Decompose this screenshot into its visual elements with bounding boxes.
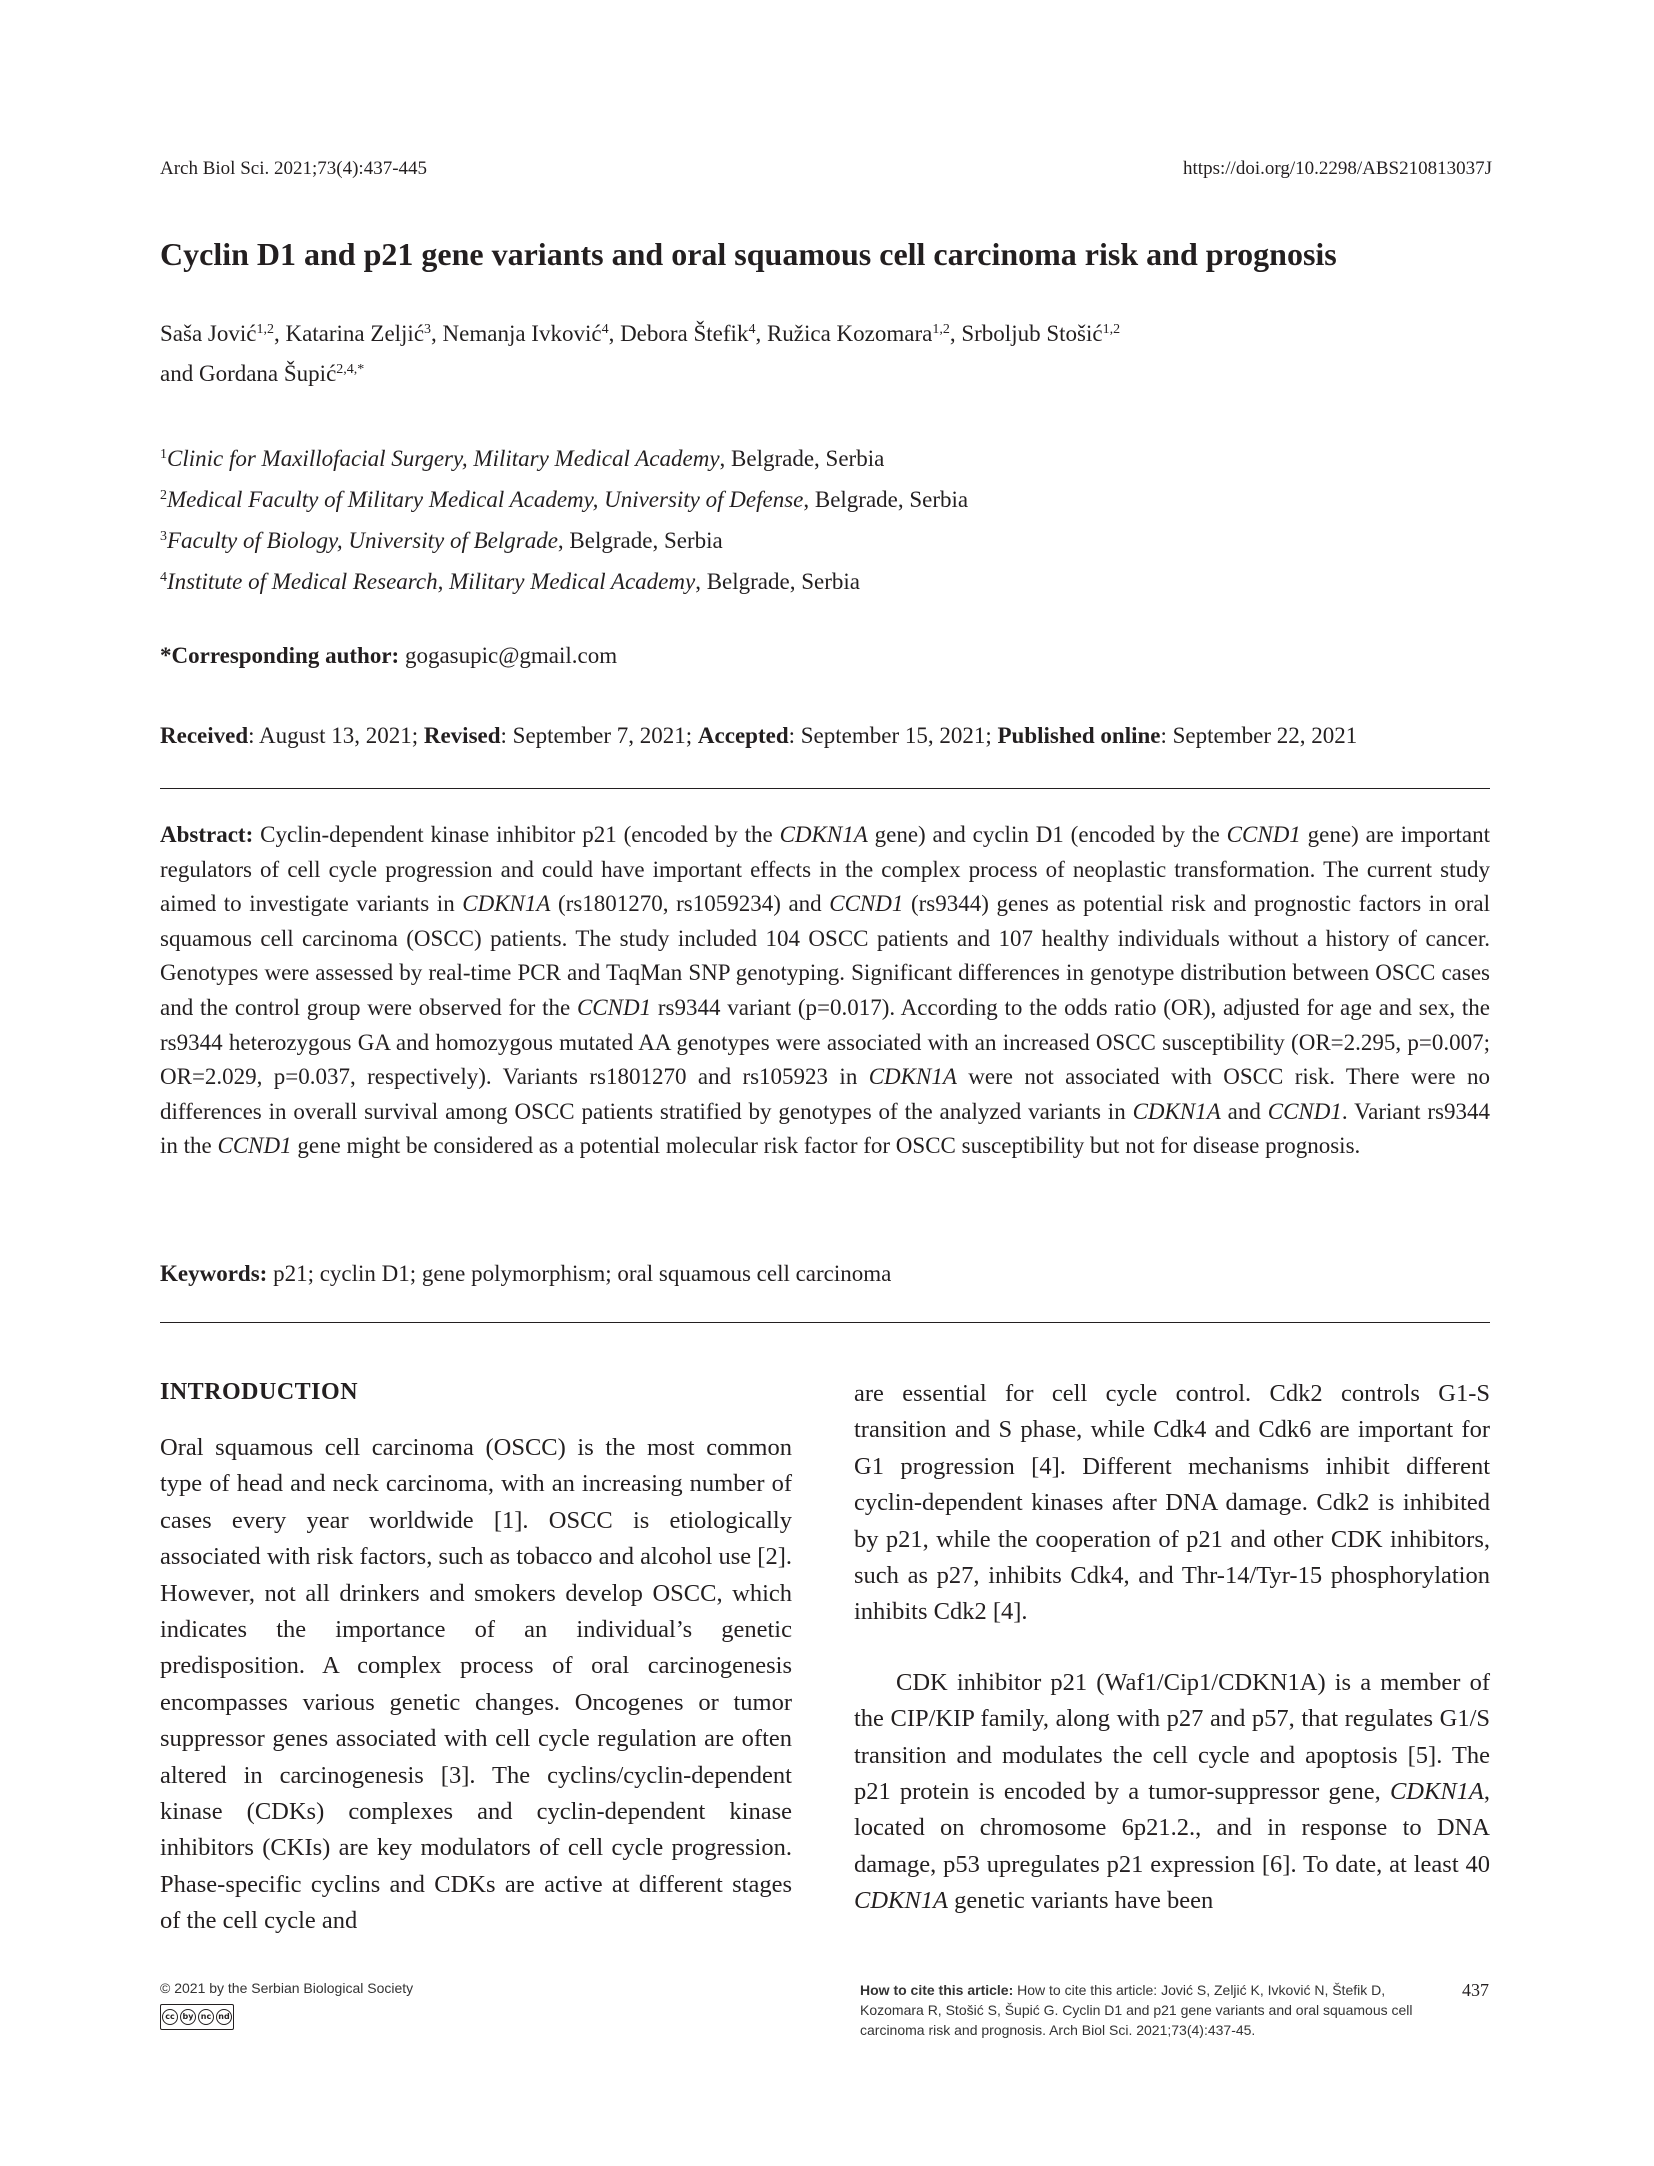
how-to-cite <box>860 1980 1420 2040</box>
revised-label: Revised <box>423 723 501 748</box>
affiliation-item <box>160 438 1500 479</box>
by-icon: by <box>180 2009 196 2025</box>
affiliation-location: , Belgrade, Serbia <box>695 569 860 594</box>
affiliation-institution: Medical Faculty of Military Medical Academy, University of Defense <box>167 487 804 512</box>
divider <box>160 788 1490 789</box>
keywords <box>160 1258 1490 1290</box>
cc-license-icon[interactable] <box>160 2004 234 2030</box>
author-list: Saša Jović$^{1,2}$, Katarina Zeljić$^3$, Nemanja Ivković$^4$, Debora Štefik$^4$, Ružica Kozomara$^{1,2}$, Srboljub Stošić$^{1,2}$ and Gordana Šupić$^{2,4,*}$ <box>160 321 1121 386</box>
section-heading: INTRODUCTION <box>160 1379 359 1405</box>
published-date: September 22, 2021 <box>1172 723 1358 748</box>
affiliation-location: , Belgrade, Serbia <box>803 487 969 512</box>
body-paragraph: Oral squamous cell carcinoma (OSCC) is the most common type of head and neck carcinoma, with an increasing number of cases every year worldwide [1]. OSCC is etiologically associated with risk factors, such as tobacco and alcohol use [2]. However, not all drinkers and smokers develop OSCC, which indicates the importance of an individual’s genetic predisposition. A complex process of oral carcinogenesis encompasses various genetic changes. Oncogenes or tumor suppressor genes associated with cell cycle regulation are often altered in carcinogenesis [3]. The cyclins/cyclin-dependent kinase (CDKs) complexes and cyclin-dependent kinase inhibitors (CKIs) are key modulators of cell cycle progression. Phase-specific cyclins and CDKs are active at different stages of the cell cycle and <box>160 1434 792 1935</box>
keywords-text: p21; cyclin D1; gene polymorphism; oral squamous cell carcinoma <box>273 1261 892 1286</box>
affiliation-institution: Faculty of Biology, University of Belgrade <box>167 528 558 553</box>
abstract <box>160 818 1490 1164</box>
revised-date: September 7, 2021 <box>512 723 686 748</box>
affiliation-number: 3 <box>160 529 167 544</box>
author-name: Saša Jović <box>160 321 257 346</box>
author-name: Srboljub Stošić <box>961 321 1103 346</box>
corresponding-label: *Corresponding author <box>160 643 392 668</box>
corresponding-email[interactable]: gogasupic@gmail.com <box>404 643 618 668</box>
cite-text: How to cite this article: Jović S, Zeljić K, Ivković N, Štefik D, Kozomara R, Stošić S, Šupić G. Cyclin D1 and p21 gene variants and oral squamous cell carcinoma risk and prognosis. Arch Biol Sci. 2021;73(4):437-45. <box>860 1982 1413 2038</box>
abstract-label: Abstract: <box>160 822 254 847</box>
author-affiliation-marker: 3 <box>424 322 432 337</box>
author-affiliation-marker: 4 <box>748 322 756 337</box>
keywords-label: Keywords: <box>160 1261 268 1286</box>
affiliation-number: 1 <box>160 447 167 462</box>
affiliation-institution: Clinic for Maxillofacial Surgery, Military Medical Academy <box>167 446 720 471</box>
author-name: Ružica Kozomara <box>766 321 933 346</box>
author-affiliation-marker: 4 <box>601 322 609 337</box>
divider <box>160 1322 1490 1323</box>
body-paragraph: CDK inhibitor p21 (Waf1/Cip1/CDKN1A) is a member of the CIP/KIP family, along with p27 and p57, that regulates G1/S transition and modulates the cell cycle and apoptosis [5]. The p21 protein is encoded by a tumor-suppressor gene, CDKN1A, located on chromosome 6p21.2., and in response to DNA damage, p53 upregulates p21 expression [6]. To date, at least 40 CDKN1A genetic variants have been <box>854 1668 1490 1915</box>
journal-citation-header: Arch Biol Sci. 2021;73(4):437-445 <box>160 158 428 179</box>
corresponding-author: *Corresponding author: gogasupic@gmail.com <box>160 643 618 668</box>
published-label: Published online <box>997 723 1161 748</box>
accepted-date: September 15, 2021 <box>800 723 986 748</box>
received-label: Received <box>160 723 249 748</box>
cc-icon: cc <box>162 2009 178 2025</box>
affiliation-item <box>160 520 1500 561</box>
author-affiliation-marker: 2,4,* <box>336 362 365 377</box>
affiliation-item <box>160 561 1500 602</box>
affiliation-list <box>160 438 1500 602</box>
doi-link[interactable]: https://doi.org/10.2298/ABS210813037J <box>1183 158 1492 179</box>
article-title: Cyclin D1 and p21 gene variants and oral squamous cell carcinoma risk and prognosis <box>160 236 1337 272</box>
author-affiliation-marker: 1,2 <box>256 322 274 337</box>
received-date: August 13, 2021 <box>259 723 412 748</box>
nc-icon: nc <box>198 2009 214 2025</box>
publication-dates: Received: August 13, 2021; Revised: September 7, 2021; Accepted: September 15, 2021; Published online: September 22, 2021 <box>160 723 1358 748</box>
copyright-notice: © 2021 by the Serbian Biological Society <box>160 1980 414 1996</box>
nd-icon: nd <box>216 2009 232 2025</box>
page-number: 437 <box>1462 1980 1489 2000</box>
body-paragraph: are essential for cell cycle control. Cdk2 controls G1-S transition and S phase, while Cdk4 and Cdk6 are important for G1 progression [4]. Different mechanisms inhibit different cyclin-dependent kinases after DNA damage. Cdk2 is inhibited by p21, while the cooperation of p21 and other CDK inhibitors, such as p27, inhibits Cdk4, and Thr-14/Tyr-15 phosphorylation inhibits Cdk2 [4]. <box>854 1380 1490 1626</box>
author-affiliation-marker: 1,2 <box>1102 322 1121 337</box>
author-name: Nemanja Ivković <box>442 321 602 346</box>
affiliation-item <box>160 479 1500 520</box>
author-name: Katarina Zeljić <box>285 321 425 346</box>
cite-label: How to cite this article: <box>860 1982 1014 1998</box>
author-affiliation-marker: 1,2 <box>932 322 950 337</box>
author-name: and Gordana Šupić <box>160 361 337 386</box>
body-column-right <box>854 1376 1490 1920</box>
abstract-text: Cyclin-dependent kinase inhibitor p21 (encoded by the CDKN1A gene) and cyclin D1 (encoded by the CCND1 gene) are important regulators of cell cycle progression and could have important effects in the complex process of neoplastic transformation. The current study aimed to investigate variants in CDKN1A (rs1801270, rs1059234) and CCND1 (rs9344) genes as potential risk and prognostic factors in oral squamous cell carcinoma (OSCC) patients. The study included 104 OSCC patients and 107 healthy individuals without a history of cancer. Genotypes were assessed by real-time PCR and TaqMan SNP genotyping. Significant differences in genotype distribution between OSCC cases and the control group were observed for the CCND1 rs9344 variant (p=0.017). According to the odds ratio (OR), adjusted for age and sex, the rs9344 heterozygous GA and homozygous mutated AA genotypes were associated with an increased OSCC susceptibility (OR=2.295, p=0.007; OR=2.029, p=0.037, respectively). Variants rs1801270 and rs105923 in CDKN1A were not associated with OSCC risk. There were no differences in overall survival among OSCC patients stratified by genotypes of the analyzed variants in CDKN1A and CCND1. Variant rs9344 in the CCND1 gene might be considered as a potential molecular risk factor for OSCC susceptibility but not for disease prognosis. <box>160 822 1491 1159</box>
affiliation-location: , Belgrade, Serbia <box>719 446 885 471</box>
accepted-label: Accepted <box>697 723 789 748</box>
affiliation-location: , Belgrade, Serbia <box>557 528 723 553</box>
author-name: Debora Štefik <box>620 321 749 346</box>
affiliation-number: 2 <box>160 488 167 503</box>
affiliation-number: 4 <box>160 570 167 585</box>
affiliation-institution: Institute of Medical Research, Military Medical Academy <box>167 569 696 594</box>
body-column-left <box>160 1376 792 1940</box>
